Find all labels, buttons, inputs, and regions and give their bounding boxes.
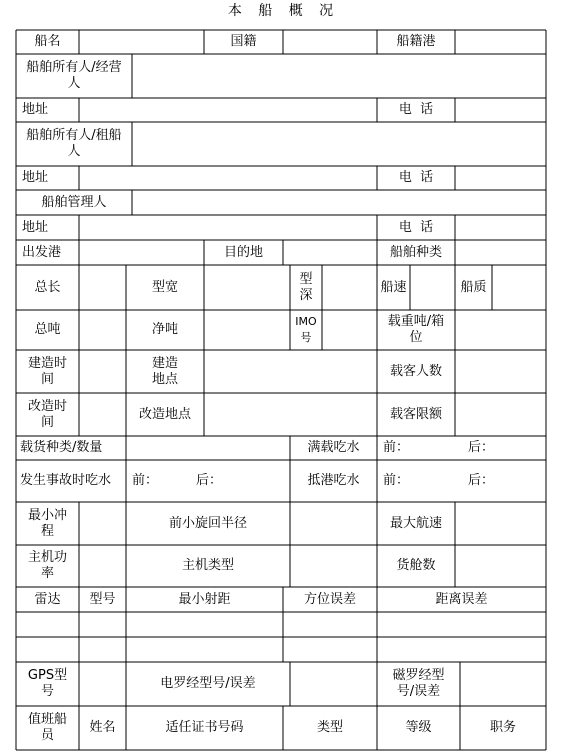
net-tonnage-label: 净吨	[151, 322, 178, 337]
forward-turning-radius-label: 前小旋回半径	[168, 515, 247, 531]
arrival-draft-label: 抵港吃水	[307, 473, 360, 488]
passenger-count-label: 载客人数	[389, 363, 442, 379]
fore-draft-label: 前：	[132, 473, 159, 488]
ship-type-label: 船舶种类	[389, 244, 442, 260]
min-stopping-distance-label: 最小冲程	[27, 507, 67, 539]
departure-port-label: 出发港	[22, 244, 62, 260]
certificate-number-label: 适任证书号码	[165, 720, 244, 735]
distance-error-label: 距离误差	[435, 591, 488, 607]
ship-name-label: 船名	[34, 34, 61, 49]
min-range-label: 最小射距	[178, 591, 231, 607]
address-label: 地址	[22, 170, 49, 185]
main-engine-power-label: 主机功率	[27, 550, 67, 581]
depth-label: 型深	[299, 271, 313, 303]
owner-charterer-label: 船舶所有人/租船人	[26, 128, 122, 159]
refit-place-label: 改造地点	[138, 406, 191, 422]
cargo-type-quantity-label: 载货种类/数量	[20, 440, 103, 455]
port-of-registry-label: 船籍港	[396, 34, 436, 49]
gyro-compass-model-error-label: 电罗经型号/误差	[160, 676, 256, 691]
document-title: 本 船 概 况	[227, 3, 340, 19]
position-label: 职务	[489, 720, 516, 735]
duty-crew-label: 值班船员	[28, 712, 68, 743]
certificate-type-label: 类型	[316, 720, 343, 735]
hull-material-label: 船质	[460, 279, 487, 295]
phone-label: 电 话	[398, 219, 434, 235]
radar-model-label: 型号	[89, 591, 116, 607]
crew-name-label: 姓名	[89, 720, 116, 735]
destination-label: 目的地	[223, 244, 263, 260]
refit-time-label: 改造时间	[27, 398, 67, 430]
magnetic-compass-model-error-label: 磁罗经型号/误差	[392, 668, 445, 699]
cargo-holds-count-label: 货舱数	[396, 558, 436, 573]
build-time-label: 建造时间	[27, 355, 67, 387]
phone-label: 电 话	[398, 170, 434, 185]
aft-draft-label: 后：	[196, 473, 223, 488]
radar-label: 雷达	[34, 591, 61, 607]
speed-label: 船速	[380, 279, 407, 295]
passenger-limit-label: 载客限额	[389, 406, 442, 422]
build-place-label: 建造地点	[151, 355, 178, 387]
bearing-error-label: 方位误差	[303, 591, 356, 607]
gross-tonnage-label: 总吨	[34, 322, 61, 337]
grade-label: 等级	[405, 720, 432, 735]
aft-draft-label: 后：	[468, 473, 495, 488]
max-speed-label: 最大航速	[389, 515, 442, 531]
aft-draft-label: 后：	[468, 440, 495, 455]
phone-label: 电 话	[398, 102, 434, 117]
gps-model-label: GPS型号	[27, 668, 68, 699]
fore-draft-label: 前：	[383, 473, 410, 488]
nationality-label: 国籍	[230, 34, 257, 49]
ship-manager-label: 船舶管理人	[41, 194, 107, 210]
main-engine-type-label: 主机类型	[181, 558, 234, 573]
address-label: 地址	[22, 102, 49, 117]
length-overall-label: 总长	[34, 279, 61, 295]
deadweight-teu-label: 载重吨/箱位	[387, 314, 445, 345]
beam-label: 型宽	[151, 279, 178, 295]
accident-draft-label: 发生事故时吃水	[20, 473, 112, 488]
address-label: 地址	[22, 219, 49, 235]
imo-number-label: IMO号	[295, 315, 317, 344]
full-load-draft-label: 满载吃水	[307, 440, 360, 455]
owner-operator-label: 船舶所有人/经营人	[26, 60, 122, 91]
fore-draft-label: 前：	[383, 440, 410, 455]
